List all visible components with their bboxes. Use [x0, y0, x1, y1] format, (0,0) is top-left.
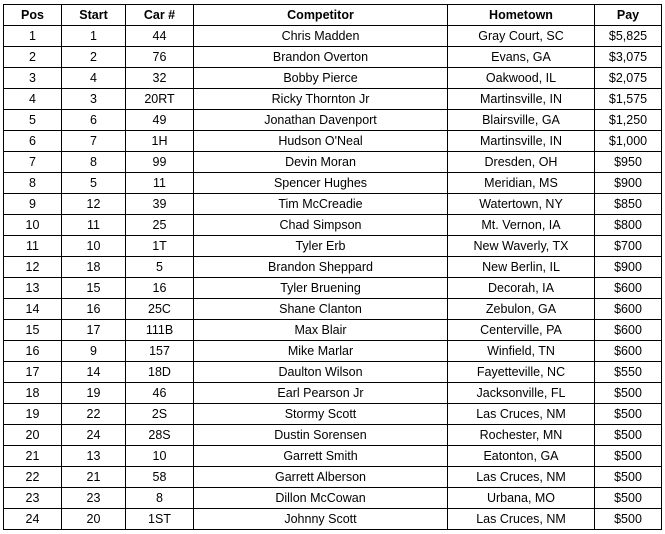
cell-pos: 5 — [4, 110, 62, 131]
cell-pos: 18 — [4, 383, 62, 404]
table-row — [4, 194, 662, 215]
cell-pos: 6 — [4, 131, 62, 152]
header-hometown: Hometown — [448, 5, 595, 26]
header-car-number: Car # — [126, 5, 194, 26]
cell-pos: 14 — [4, 299, 62, 320]
cell-start: 6 — [62, 110, 126, 131]
cell-pay: $550 — [595, 362, 662, 383]
cell-hometown: Oakwood, IL — [448, 68, 595, 89]
cell-start: 14 — [62, 362, 126, 383]
cell-pay: $600 — [595, 299, 662, 320]
cell-pay: $500 — [595, 488, 662, 509]
cell-competitor: Tyler Bruening — [194, 278, 448, 299]
cell-pay: $500 — [595, 383, 662, 404]
cell-pos: 17 — [4, 362, 62, 383]
header-start: Start — [62, 5, 126, 26]
header-pay: Pay — [595, 5, 662, 26]
cell-pos: 1 — [4, 26, 62, 47]
cell-pos: 2 — [4, 47, 62, 68]
cell-hometown: Urbana, MO — [448, 488, 595, 509]
cell-hometown: Martinsville, IN — [448, 89, 595, 110]
cell-competitor: Garrett Smith — [194, 446, 448, 467]
table-row — [4, 257, 662, 278]
cell-car-number: 111B — [126, 320, 194, 341]
cell-car-number: 20RT — [126, 89, 194, 110]
cell-pos: 4 — [4, 89, 62, 110]
cell-competitor: Max Blair — [194, 320, 448, 341]
cell-pos: 8 — [4, 173, 62, 194]
cell-start: 1 — [62, 26, 126, 47]
table-row — [4, 173, 662, 194]
cell-start: 18 — [62, 257, 126, 278]
table-row — [4, 68, 662, 89]
cell-hometown: Zebulon, GA — [448, 299, 595, 320]
cell-pos: 24 — [4, 509, 62, 530]
cell-pos: 19 — [4, 404, 62, 425]
cell-start: 17 — [62, 320, 126, 341]
cell-hometown: Las Cruces, NM — [448, 404, 595, 425]
cell-car-number: 1T — [126, 236, 194, 257]
table-row — [4, 110, 662, 131]
cell-pos: 12 — [4, 257, 62, 278]
cell-hometown: Centerville, PA — [448, 320, 595, 341]
cell-pos: 7 — [4, 152, 62, 173]
table-row — [4, 320, 662, 341]
cell-start: 16 — [62, 299, 126, 320]
cell-hometown: Watertown, NY — [448, 194, 595, 215]
cell-hometown: Fayetteville, NC — [448, 362, 595, 383]
cell-pay: $500 — [595, 425, 662, 446]
table-row — [4, 425, 662, 446]
cell-hometown: Las Cruces, NM — [448, 509, 595, 530]
cell-competitor: Chris Madden — [194, 26, 448, 47]
cell-start: 9 — [62, 341, 126, 362]
header-pos: Pos — [4, 5, 62, 26]
cell-start: 8 — [62, 152, 126, 173]
cell-pay: $3,075 — [595, 47, 662, 68]
cell-competitor: Devin Moran — [194, 152, 448, 173]
cell-competitor: Stormy Scott — [194, 404, 448, 425]
cell-hometown: Las Cruces, NM — [448, 467, 595, 488]
cell-start: 4 — [62, 68, 126, 89]
cell-pos: 21 — [4, 446, 62, 467]
cell-car-number: 2S — [126, 404, 194, 425]
cell-start: 7 — [62, 131, 126, 152]
table-row — [4, 446, 662, 467]
cell-start: 10 — [62, 236, 126, 257]
cell-hometown: Gray Court, SC — [448, 26, 595, 47]
cell-pay: $500 — [595, 446, 662, 467]
cell-competitor: Earl Pearson Jr — [194, 383, 448, 404]
table-row — [4, 341, 662, 362]
cell-pos: 22 — [4, 467, 62, 488]
cell-competitor: Johnny Scott — [194, 509, 448, 530]
table-row — [4, 362, 662, 383]
table-row — [4, 278, 662, 299]
cell-pos: 3 — [4, 68, 62, 89]
cell-hometown: Martinsville, IN — [448, 131, 595, 152]
table-row — [4, 299, 662, 320]
cell-hometown: Blairsville, GA — [448, 110, 595, 131]
cell-hometown: Meridian, MS — [448, 173, 595, 194]
cell-pos: 10 — [4, 215, 62, 236]
cell-start: 19 — [62, 383, 126, 404]
table-row — [4, 509, 662, 530]
table-body — [4, 26, 662, 530]
cell-car-number: 49 — [126, 110, 194, 131]
cell-pay: $500 — [595, 509, 662, 530]
cell-pay: $5,825 — [595, 26, 662, 47]
cell-start: 11 — [62, 215, 126, 236]
cell-car-number: 76 — [126, 47, 194, 68]
cell-car-number: 18D — [126, 362, 194, 383]
cell-pay: $700 — [595, 236, 662, 257]
cell-start: 22 — [62, 404, 126, 425]
cell-car-number: 157 — [126, 341, 194, 362]
cell-hometown: Dresden, OH — [448, 152, 595, 173]
cell-car-number: 28S — [126, 425, 194, 446]
cell-hometown: Evans, GA — [448, 47, 595, 68]
cell-pay: $850 — [595, 194, 662, 215]
cell-car-number: 8 — [126, 488, 194, 509]
table-row — [4, 488, 662, 509]
cell-start: 5 — [62, 173, 126, 194]
cell-hometown: New Berlin, IL — [448, 257, 595, 278]
cell-car-number: 25C — [126, 299, 194, 320]
cell-start: 12 — [62, 194, 126, 215]
cell-pay: $800 — [595, 215, 662, 236]
cell-pay: $500 — [595, 404, 662, 425]
cell-start: 13 — [62, 446, 126, 467]
cell-pos: 16 — [4, 341, 62, 362]
table-header — [4, 5, 662, 26]
table-row — [4, 215, 662, 236]
cell-pos: 9 — [4, 194, 62, 215]
table-row — [4, 236, 662, 257]
table-row — [4, 26, 662, 47]
cell-hometown: New Waverly, TX — [448, 236, 595, 257]
cell-pos: 11 — [4, 236, 62, 257]
cell-competitor: Ricky Thornton Jr — [194, 89, 448, 110]
cell-start: 3 — [62, 89, 126, 110]
table-row — [4, 152, 662, 173]
cell-start: 20 — [62, 509, 126, 530]
cell-competitor: Tim McCreadie — [194, 194, 448, 215]
cell-car-number: 5 — [126, 257, 194, 278]
cell-hometown: Eatonton, GA — [448, 446, 595, 467]
cell-hometown: Decorah, IA — [448, 278, 595, 299]
cell-start: 21 — [62, 467, 126, 488]
cell-car-number: 1H — [126, 131, 194, 152]
cell-pay: $1,575 — [595, 89, 662, 110]
header-competitor: Competitor — [194, 5, 448, 26]
cell-competitor: Hudson O'Neal — [194, 131, 448, 152]
cell-competitor: Dillon McCowan — [194, 488, 448, 509]
table-row — [4, 89, 662, 110]
cell-competitor: Jonathan Davenport — [194, 110, 448, 131]
cell-car-number: 16 — [126, 278, 194, 299]
cell-start: 15 — [62, 278, 126, 299]
cell-competitor: Brandon Overton — [194, 47, 448, 68]
cell-hometown: Mt. Vernon, IA — [448, 215, 595, 236]
cell-start: 24 — [62, 425, 126, 446]
cell-car-number: 1ST — [126, 509, 194, 530]
cell-start: 23 — [62, 488, 126, 509]
cell-pay: $600 — [595, 320, 662, 341]
table-row — [4, 383, 662, 404]
cell-pay: $500 — [595, 467, 662, 488]
cell-car-number: 10 — [126, 446, 194, 467]
cell-pos: 13 — [4, 278, 62, 299]
header-row — [4, 5, 662, 26]
cell-pay: $1,000 — [595, 131, 662, 152]
cell-car-number: 46 — [126, 383, 194, 404]
cell-competitor: Spencer Hughes — [194, 173, 448, 194]
cell-car-number: 39 — [126, 194, 194, 215]
cell-competitor: Daulton Wilson — [194, 362, 448, 383]
table-row — [4, 131, 662, 152]
cell-pay: $900 — [595, 173, 662, 194]
cell-car-number: 32 — [126, 68, 194, 89]
cell-competitor: Mike Marlar — [194, 341, 448, 362]
cell-competitor: Bobby Pierce — [194, 68, 448, 89]
cell-competitor: Dustin Sorensen — [194, 425, 448, 446]
cell-pos: 23 — [4, 488, 62, 509]
cell-pay: $1,250 — [595, 110, 662, 131]
cell-competitor: Tyler Erb — [194, 236, 448, 257]
cell-pos: 15 — [4, 320, 62, 341]
cell-pay: $900 — [595, 257, 662, 278]
cell-start: 2 — [62, 47, 126, 68]
cell-competitor: Garrett Alberson — [194, 467, 448, 488]
cell-car-number: 44 — [126, 26, 194, 47]
results-table — [3, 4, 662, 530]
cell-car-number: 99 — [126, 152, 194, 173]
cell-car-number: 25 — [126, 215, 194, 236]
cell-pos: 20 — [4, 425, 62, 446]
cell-car-number: 11 — [126, 173, 194, 194]
cell-competitor: Brandon Sheppard — [194, 257, 448, 278]
cell-pay: $600 — [595, 341, 662, 362]
table-row — [4, 47, 662, 68]
cell-competitor: Chad Simpson — [194, 215, 448, 236]
cell-hometown: Rochester, MN — [448, 425, 595, 446]
cell-car-number: 58 — [126, 467, 194, 488]
cell-competitor: Shane Clanton — [194, 299, 448, 320]
cell-pay: $600 — [595, 278, 662, 299]
table-row — [4, 467, 662, 488]
table-row — [4, 404, 662, 425]
cell-pay: $2,075 — [595, 68, 662, 89]
cell-pay: $950 — [595, 152, 662, 173]
cell-hometown: Winfield, TN — [448, 341, 595, 362]
cell-hometown: Jacksonville, FL — [448, 383, 595, 404]
